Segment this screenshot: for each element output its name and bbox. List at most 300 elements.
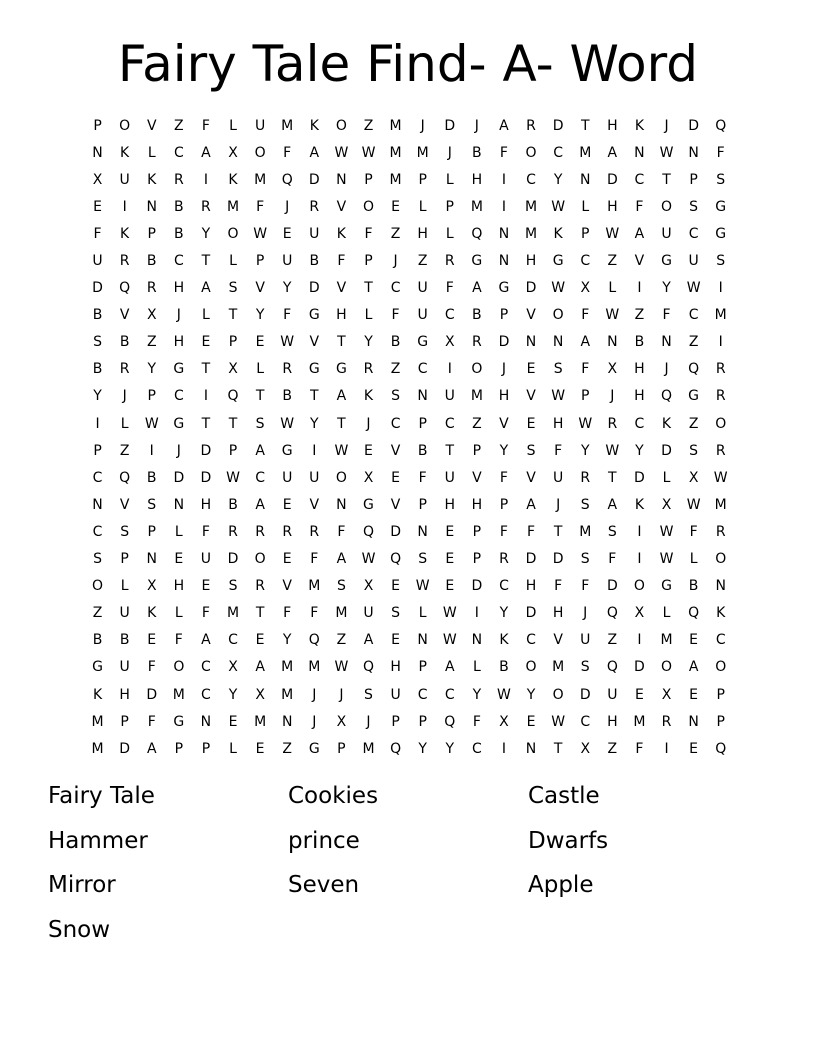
grid-letter: W bbox=[659, 144, 674, 161]
grid-letter: W bbox=[551, 713, 566, 730]
grid-letter: R bbox=[282, 361, 293, 378]
grid-letter: B bbox=[309, 253, 320, 270]
grid-letter: O bbox=[471, 361, 483, 378]
grid-letter: T bbox=[364, 280, 373, 297]
grid-letter: K bbox=[92, 686, 103, 703]
grid-letter: T bbox=[201, 361, 211, 378]
grid-letter: U bbox=[254, 117, 266, 134]
grid-letter: P bbox=[472, 551, 482, 568]
word-list-item: Fairy Tale bbox=[48, 783, 155, 809]
grid-letter: W bbox=[578, 415, 593, 432]
grid-letter: K bbox=[634, 496, 645, 513]
grid-letter: O bbox=[525, 144, 537, 161]
grid-letter: G bbox=[173, 361, 185, 378]
grid-letter: H bbox=[417, 225, 428, 242]
grid-letter: B bbox=[92, 361, 103, 378]
grid-letter: O bbox=[173, 659, 185, 676]
grid-letter: U bbox=[553, 469, 564, 486]
grid-letter: R bbox=[499, 551, 509, 568]
grid-letter: S bbox=[716, 253, 726, 270]
grid-letter: I bbox=[637, 551, 642, 568]
grid-letter: Y bbox=[418, 740, 427, 757]
grid-letter: M bbox=[172, 686, 185, 703]
grid-letter: G bbox=[471, 253, 483, 270]
grid-letter: D bbox=[146, 686, 158, 703]
grid-letter: M bbox=[281, 659, 294, 676]
grid-letter: I bbox=[501, 198, 507, 215]
grid-letter: V bbox=[390, 496, 401, 513]
grid-letter: F bbox=[581, 578, 590, 595]
grid-letter: X bbox=[688, 469, 699, 486]
grid-letter: A bbox=[688, 659, 699, 676]
grid-letter: R bbox=[363, 361, 374, 378]
grid-letter: N bbox=[498, 253, 510, 270]
grid-letter: K bbox=[147, 171, 157, 188]
grid-letter: Z bbox=[688, 415, 699, 432]
grid-letter: N bbox=[336, 496, 347, 513]
grid-letter: L bbox=[662, 605, 671, 622]
grid-letter: B bbox=[92, 307, 103, 324]
grid-letter: E bbox=[282, 551, 292, 568]
grid-letter: N bbox=[688, 713, 699, 730]
grid-letter: X bbox=[661, 686, 672, 703]
grid-letter: H bbox=[552, 605, 564, 622]
grid-letter: Q bbox=[390, 740, 402, 757]
grid-letter: S bbox=[255, 415, 265, 432]
grid-letter: X bbox=[146, 578, 157, 595]
grid-letter: E bbox=[255, 334, 265, 351]
grid-letter: N bbox=[173, 496, 185, 513]
grid-letter: O bbox=[254, 551, 266, 568]
grid-letter: H bbox=[336, 307, 347, 324]
grid-letter: U bbox=[119, 659, 130, 676]
grid-letter: W bbox=[659, 551, 674, 568]
grid-letter: C bbox=[634, 171, 645, 188]
grid-letter: S bbox=[689, 442, 699, 459]
grid-letter: C bbox=[526, 171, 536, 188]
grid-letter: T bbox=[201, 415, 211, 432]
grid-letter: H bbox=[173, 334, 185, 351]
grid-letter: Z bbox=[607, 740, 618, 757]
grid-letter: E bbox=[391, 198, 400, 215]
grid-letter: Q bbox=[606, 605, 618, 622]
grid-letter: G bbox=[661, 253, 672, 270]
grid-letter: S bbox=[391, 388, 401, 405]
grid-letter: X bbox=[146, 307, 157, 324]
word-list-item: prince bbox=[288, 827, 360, 854]
grid-letter: U bbox=[417, 280, 428, 297]
grid-letter: Q bbox=[119, 280, 131, 297]
grid-letter: G bbox=[552, 253, 564, 270]
grid-letter: X bbox=[580, 740, 591, 757]
grid-letter: J bbox=[366, 415, 371, 432]
grid-letter: G bbox=[308, 740, 320, 757]
grid-letter: W bbox=[361, 144, 376, 161]
grid-letter: S bbox=[147, 496, 157, 513]
grid-letter: T bbox=[337, 334, 346, 351]
grid-letter: E bbox=[255, 632, 265, 649]
grid-letter: W bbox=[605, 225, 620, 242]
grid-letter: W bbox=[605, 442, 620, 459]
grid-letter: X bbox=[228, 144, 238, 161]
grid-letter: L bbox=[445, 171, 454, 188]
grid-letter: L bbox=[147, 144, 156, 161]
grid-letter: F bbox=[283, 307, 292, 324]
grid-letter: G bbox=[417, 334, 429, 351]
grid-letter: D bbox=[119, 740, 131, 757]
grid-letter: L bbox=[581, 198, 590, 215]
grid-letter: J bbox=[447, 144, 452, 161]
grid-letter: C bbox=[688, 307, 699, 324]
grid-letter: D bbox=[173, 469, 185, 486]
grid-letter: H bbox=[173, 578, 185, 595]
grid-letter: N bbox=[200, 713, 212, 730]
grid-letter: E bbox=[689, 740, 699, 757]
grid-letter: Y bbox=[201, 225, 211, 242]
grid-letter: C bbox=[201, 659, 211, 676]
grid-letter: H bbox=[200, 496, 212, 513]
grid-letter: G bbox=[715, 225, 727, 242]
grid-letter: Q bbox=[390, 551, 402, 568]
grid-letter: A bbox=[255, 659, 265, 676]
word-list-item: Snow bbox=[48, 916, 111, 943]
grid-letter: M bbox=[308, 659, 321, 676]
grid-letter: S bbox=[391, 605, 401, 622]
grid-letter: R bbox=[309, 523, 320, 540]
grid-letter: A bbox=[201, 144, 211, 161]
grid-letter: K bbox=[553, 225, 563, 242]
grid-letter: D bbox=[200, 442, 212, 459]
grid-letter: I bbox=[447, 361, 452, 378]
grid-letter: O bbox=[335, 117, 347, 134]
grid-letter: D bbox=[525, 280, 537, 297]
grid-letter: D bbox=[498, 334, 510, 351]
grid-letter: W bbox=[280, 415, 295, 432]
grid-letter: C bbox=[390, 415, 401, 432]
grid-letter: D bbox=[579, 686, 591, 703]
grid-letter: G bbox=[92, 659, 103, 676]
grid-letter: I bbox=[718, 280, 723, 297]
grid-letter: R bbox=[201, 198, 211, 215]
grid-letter: J bbox=[339, 686, 344, 703]
grid-letter: T bbox=[662, 171, 671, 188]
grid-letter: Y bbox=[662, 280, 671, 297]
grid-letter: W bbox=[280, 334, 295, 351]
grid-letter: L bbox=[229, 253, 237, 270]
grid-letter: P bbox=[418, 496, 427, 513]
grid-letter: F bbox=[283, 605, 292, 622]
grid-letter: T bbox=[608, 469, 617, 486]
grid-letter: I bbox=[203, 171, 208, 188]
grid-letter: M bbox=[281, 117, 294, 134]
grid-letter: Z bbox=[174, 117, 184, 134]
grid-letter: P bbox=[418, 171, 427, 188]
grid-letter: P bbox=[716, 686, 725, 703]
grid-letter: Y bbox=[228, 686, 238, 703]
grid-letter: N bbox=[417, 388, 428, 405]
grid-letter: M bbox=[525, 198, 538, 215]
grid-letter: D bbox=[661, 442, 672, 459]
grid-letter: M bbox=[91, 740, 104, 757]
grid-letter: E bbox=[174, 551, 184, 568]
grid-letter: G bbox=[715, 198, 727, 215]
grid-letter: Y bbox=[364, 334, 373, 351]
grid-letter: D bbox=[308, 171, 320, 188]
grid-letter: Z bbox=[607, 253, 618, 270]
grid-letter: P bbox=[174, 740, 184, 757]
grid-letter: R bbox=[228, 523, 238, 540]
grid-letter: U bbox=[309, 225, 320, 242]
grid-letter: O bbox=[552, 686, 564, 703]
grid-letter: M bbox=[389, 171, 402, 188]
grid-letter: C bbox=[255, 469, 265, 486]
grid-letter: T bbox=[201, 253, 211, 270]
grid-letter: C bbox=[526, 632, 536, 649]
grid-letter: U bbox=[282, 469, 293, 486]
grid-letter: P bbox=[364, 171, 373, 188]
grid-letter: B bbox=[174, 198, 184, 215]
grid-letter: I bbox=[664, 740, 669, 757]
grid-letter: Q bbox=[471, 225, 483, 242]
grid-letter: T bbox=[228, 415, 238, 432]
grid-letter: F bbox=[337, 523, 346, 540]
grid-letter: N bbox=[471, 632, 483, 649]
grid-letter: Y bbox=[472, 686, 482, 703]
grid-letter: E bbox=[445, 551, 455, 568]
grid-letter: F bbox=[201, 605, 210, 622]
grid-letter: U bbox=[580, 632, 591, 649]
grid-letter: R bbox=[580, 469, 591, 486]
grid-letter: U bbox=[282, 253, 293, 270]
grid-letter: O bbox=[715, 551, 727, 568]
grid-letter: O bbox=[119, 117, 131, 134]
grid-letter: S bbox=[580, 551, 590, 568]
grid-letter: M bbox=[281, 686, 294, 703]
grid-letter: Z bbox=[282, 740, 292, 757]
grid-letter: V bbox=[119, 307, 130, 324]
grid-letter: C bbox=[580, 253, 591, 270]
grid-letter: P bbox=[499, 496, 509, 513]
grid-letter: U bbox=[119, 605, 130, 622]
grid-letter: E bbox=[445, 578, 455, 595]
grid-letter: O bbox=[227, 225, 239, 242]
grid-letter: A bbox=[309, 144, 320, 161]
grid-letter: B bbox=[417, 442, 428, 459]
grid-letter: F bbox=[527, 523, 536, 540]
grid-letter: U bbox=[688, 253, 699, 270]
grid-letter: Y bbox=[635, 442, 644, 459]
grid-letter: Q bbox=[362, 523, 374, 540]
grid-letter: H bbox=[607, 117, 618, 134]
grid-letter: Q bbox=[606, 659, 618, 676]
grid-letter: P bbox=[120, 713, 129, 730]
grid-letter: I bbox=[501, 740, 507, 757]
grid-letter: A bbox=[607, 496, 618, 513]
grid-letter: Y bbox=[282, 280, 292, 297]
grid-letter: E bbox=[391, 632, 400, 649]
grid-letter: R bbox=[282, 523, 293, 540]
grid-letter: O bbox=[633, 578, 645, 595]
grid-letter: A bbox=[201, 632, 211, 649]
grid-letter: M bbox=[470, 388, 483, 405]
grid-letter: G bbox=[281, 442, 293, 459]
grid-letter: M bbox=[714, 496, 727, 513]
grid-letter: A bbox=[580, 334, 591, 351]
grid-letter: W bbox=[551, 198, 566, 215]
grid-letter: B bbox=[688, 578, 699, 595]
word-list-item: Apple bbox=[528, 872, 594, 898]
grid-letter: Q bbox=[715, 117, 727, 134]
grid-letter: J bbox=[583, 605, 588, 622]
grid-letter: I bbox=[718, 334, 723, 351]
word-list bbox=[48, 778, 768, 956]
grid-letter: E bbox=[364, 442, 373, 459]
grid-letter: R bbox=[715, 523, 726, 540]
grid-letter: F bbox=[635, 198, 644, 215]
grid-letter: H bbox=[119, 686, 130, 703]
grid-letter: R bbox=[526, 117, 536, 134]
grid-letter: D bbox=[390, 523, 401, 540]
grid-letter: C bbox=[390, 280, 401, 297]
grid-letter: W bbox=[497, 686, 511, 703]
grid-letter: O bbox=[525, 659, 537, 676]
grid-letter: L bbox=[608, 280, 617, 297]
grid-letter: K bbox=[147, 605, 157, 622]
grid-letter: F bbox=[581, 361, 590, 378]
grid-letter: N bbox=[552, 334, 564, 351]
grid-letter: S bbox=[228, 280, 238, 297]
grid-letter: D bbox=[688, 117, 699, 134]
grid-letter: W bbox=[659, 523, 674, 540]
grid-letter: K bbox=[120, 225, 130, 242]
grid-letter: O bbox=[661, 198, 673, 215]
grid-letter: M bbox=[254, 713, 267, 730]
grid-letter: S bbox=[689, 198, 699, 215]
grid-letter: R bbox=[146, 280, 157, 297]
grid-letter: D bbox=[552, 551, 564, 568]
grid-letter: R bbox=[119, 361, 130, 378]
grid-letter: P bbox=[120, 551, 129, 568]
grid-letter: X bbox=[228, 659, 238, 676]
grid-letter: J bbox=[312, 686, 317, 703]
grid-letter: F bbox=[310, 605, 319, 622]
grid-letter: V bbox=[526, 307, 536, 324]
grid-letter: J bbox=[393, 253, 398, 270]
grid-letter: Z bbox=[336, 632, 347, 649]
grid-letter: X bbox=[661, 496, 672, 513]
grid-letter: W bbox=[334, 442, 349, 459]
grid-letter: E bbox=[526, 361, 536, 378]
grid-letter: N bbox=[92, 496, 103, 513]
grid-letter: A bbox=[255, 496, 265, 513]
grid-letter: F bbox=[337, 253, 346, 270]
grid-letter: L bbox=[445, 225, 454, 242]
grid-letter: U bbox=[309, 469, 320, 486]
grid-letter: A bbox=[472, 280, 482, 297]
grid-letter: E bbox=[526, 415, 536, 432]
grid-letter: F bbox=[499, 469, 508, 486]
grid-letter: T bbox=[310, 388, 319, 405]
grid-letter: D bbox=[525, 551, 537, 568]
grid-letter: N bbox=[607, 334, 618, 351]
grid-letter: A bbox=[607, 144, 618, 161]
grid-letter: T bbox=[580, 117, 590, 134]
grid-letter: S bbox=[607, 523, 617, 540]
grid-letter: X bbox=[255, 686, 265, 703]
grid-letter: H bbox=[525, 253, 537, 270]
grid-letter: N bbox=[417, 523, 428, 540]
grid-letter: V bbox=[336, 280, 347, 297]
grid-letter: O bbox=[335, 469, 347, 486]
grid-letter: O bbox=[715, 659, 727, 676]
grid-letter: U bbox=[444, 388, 455, 405]
grid-letter: M bbox=[579, 144, 592, 161]
grid-letter: D bbox=[308, 280, 320, 297]
grid-letter: L bbox=[418, 605, 427, 622]
grid-letter: J bbox=[664, 117, 669, 134]
grid-letter: C bbox=[173, 253, 184, 270]
grid-letter: H bbox=[634, 388, 645, 405]
grid-letter: V bbox=[119, 496, 130, 513]
grid-letter: M bbox=[226, 605, 240, 622]
grid-letter: B bbox=[634, 334, 645, 351]
grid-letter: H bbox=[444, 496, 456, 513]
word-list-item: Dwarfs bbox=[528, 827, 609, 854]
grid-letter: A bbox=[336, 551, 347, 568]
grid-letter: U bbox=[119, 171, 130, 188]
grid-letter: H bbox=[471, 171, 483, 188]
grid-letter: F bbox=[418, 469, 427, 486]
page-title: Fairy Tale Find- A- Word bbox=[117, 35, 699, 93]
grid-letter: E bbox=[93, 198, 102, 215]
grid-letter: C bbox=[201, 686, 211, 703]
grid-letter: W bbox=[442, 632, 457, 649]
grid-letter: U bbox=[390, 686, 401, 703]
grid-letter: C bbox=[688, 225, 699, 242]
grid-letter: D bbox=[92, 280, 103, 297]
grid-letter: Q bbox=[444, 713, 456, 730]
grid-letter: G bbox=[363, 496, 374, 513]
grid-letter: W bbox=[605, 307, 620, 324]
grid-letter: L bbox=[229, 740, 237, 757]
grid-letter: S bbox=[93, 334, 102, 351]
grid-letter: P bbox=[418, 713, 427, 730]
grid-letter: C bbox=[444, 686, 455, 703]
grid-letter: L bbox=[174, 523, 183, 540]
grid-letter: X bbox=[634, 605, 645, 622]
grid-letter: F bbox=[581, 307, 590, 324]
grid-letter: H bbox=[471, 496, 483, 513]
grid-letter: V bbox=[282, 578, 292, 595]
grid-letter: B bbox=[92, 632, 103, 649]
grid-letter: G bbox=[498, 280, 510, 297]
grid-letter: I bbox=[474, 605, 479, 622]
grid-letter: E bbox=[255, 740, 265, 757]
grid-letter: L bbox=[120, 415, 129, 432]
grid-letter: N bbox=[579, 171, 591, 188]
grid-letter: K bbox=[336, 225, 346, 242]
grid-letter: Z bbox=[390, 361, 401, 378]
grid-letter: S bbox=[93, 551, 102, 568]
grid-letter: L bbox=[472, 659, 481, 676]
grid-letter: H bbox=[634, 361, 645, 378]
grid-letter: E bbox=[526, 713, 536, 730]
grid-letter: G bbox=[335, 361, 347, 378]
grid-letter: D bbox=[444, 117, 456, 134]
grid-letter: V bbox=[309, 334, 320, 351]
grid-letter: B bbox=[146, 253, 157, 270]
grid-letter: O bbox=[661, 659, 673, 676]
